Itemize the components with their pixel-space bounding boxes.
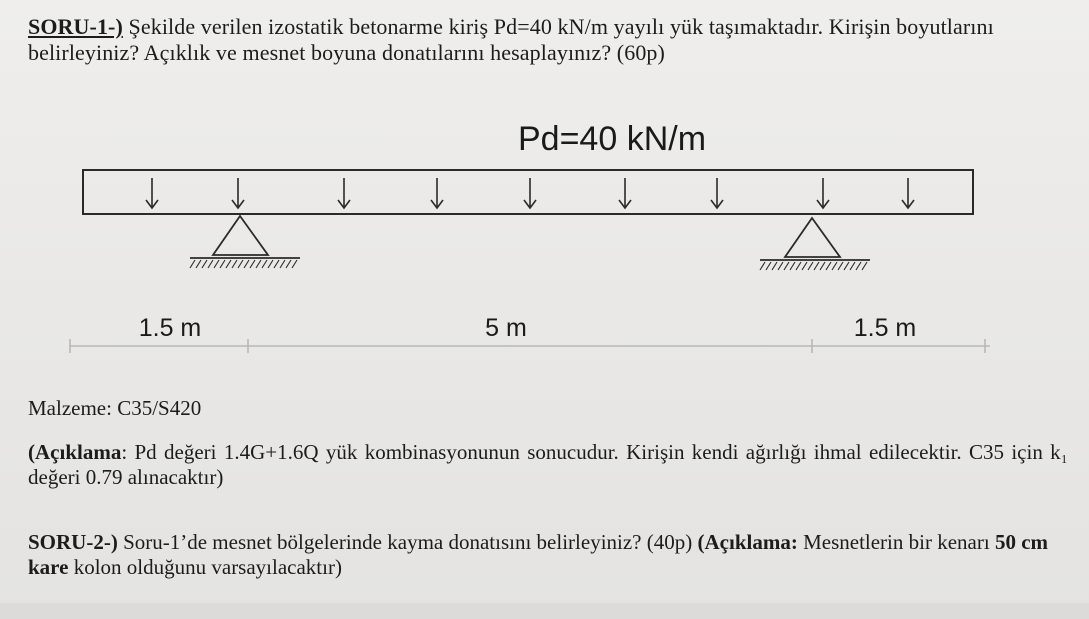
page-bottom-edge (0, 603, 1089, 619)
question-2-number: SORU-2-) (28, 530, 118, 554)
load-arrow (619, 178, 631, 208)
load-arrow (338, 178, 350, 208)
left-span-label: 1.5 m (138, 314, 202, 342)
question-1-number: SORU-1-) (28, 14, 123, 39)
load-arrow (146, 178, 158, 208)
question-1 (28, 14, 1068, 66)
note-text: : Pd değeri 1.4G+1.6Q yük kombinasyonunun sonucudur. Kirişin kendi ağırlığı ihmal edilecektir. C35 için k₁ değeri 0.79 alınacaktır) (28, 440, 1068, 489)
right-span-label: 1.5 m (853, 314, 917, 342)
beam-diagram (0, 110, 1089, 390)
question-2 (28, 530, 1068, 580)
right-pin-support (760, 218, 870, 270)
question-2-note-text: Mesnetlerin bir kenarı (797, 530, 995, 554)
dimension-line (70, 339, 990, 353)
question-1-text: Şekilde verilen izostatik betonarme kiriş Pd=40 kN/m yayılı yük taşımaktadır. Kirişin boyutlarını belirleyiniz? Açıklık ve mesnet boyuna donatılarını hesaplayınız? (60p) (28, 14, 994, 65)
load-arrow (431, 178, 443, 208)
question-2-note-label: (Açıklama: (697, 530, 798, 554)
note-label: (Açıklama (28, 440, 122, 464)
load-arrow (524, 178, 536, 208)
material-info: Malzeme: C35/S420 (28, 396, 202, 420)
load-label: Pd=40 kN/m (517, 120, 707, 158)
question-2-note-text-end: kolon olduğunu varsayılacaktır) (68, 555, 342, 579)
distributed-load-box (83, 170, 973, 214)
load-arrow (817, 178, 829, 208)
load-arrow (902, 178, 914, 208)
mid-span-label: 5 m (485, 314, 527, 342)
question-2-note-emphasis: 50 cm kare (28, 530, 1049, 579)
left-pin-support (190, 216, 300, 268)
explanation-note (28, 440, 1068, 490)
question-2-text: Soru-1’de mesnet bölgelerinde kayma donatısını belirleyiniz? (40p) (117, 530, 698, 554)
load-arrows (146, 178, 914, 208)
load-arrow (232, 178, 244, 208)
load-arrow (711, 178, 723, 208)
